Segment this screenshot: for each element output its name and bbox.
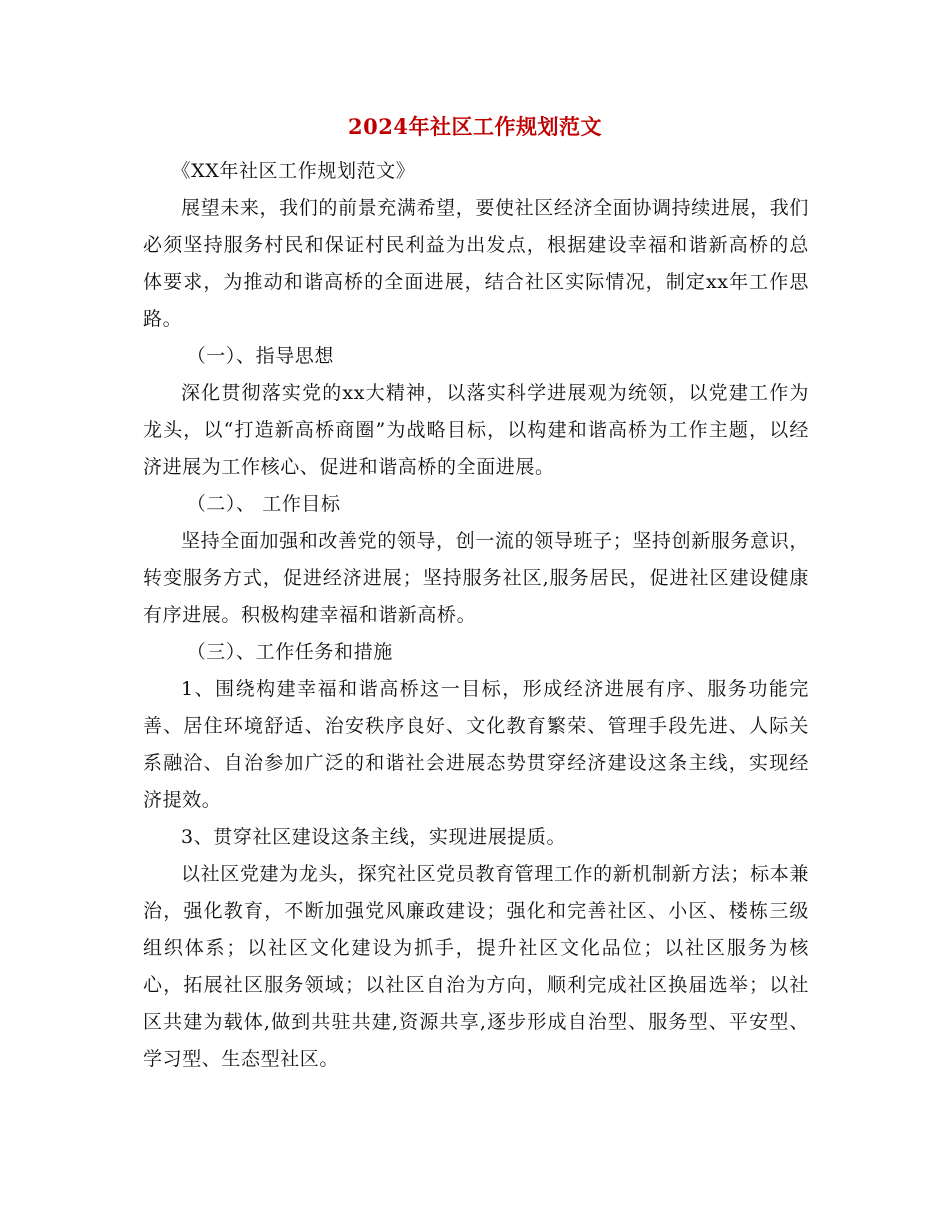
paragraph-task-1: 1、围绕构建幸福和谐高桥这一目标，形成经济进展有序、服务功能完善、居住环境舒适、治安秩序良好、文化教育繁荣、管理手段先进、人际关系融洽、自治参加广泛的和谐社会进展态势贯穿经济建设这条主线，实现经济提效。 — [143, 678, 809, 811]
paragraph-task-3: 3、贯穿社区建设这条主线，实现进展提质。 — [181, 826, 567, 848]
paragraph-community-building: 以社区党建为龙头，探究社区党员教育管理工作的新机制新方法；标本兼治，强化教育，不断加强党风廉政建设；强化和完善社区、小区、楼栋三级组织体系；以社区文化建设为抓手，提升社区文化品位；以社区服务为核心，拓展社区服务领域；以社区自治为方向，顺利完成社区换届选举；以社区共建为载体,做到共驻共建,资源共享,逐步形成自治型、服务型、平安型、学习型、生态型社区。 — [143, 863, 809, 1070]
paragraph-doc-name: 《XX年社区工作规划范文》 — [171, 160, 416, 182]
document-title: 2024年社区工作规划范文 — [348, 114, 602, 139]
paragraph-guiding-thought: 深化贯彻落实党的xx大精神，以落实科学进展观为统领，以党建工作为龙头，以“打造新高桥商圈”为战略目标，以构建和谐高桥为工作主题，以经济进展为工作核心、促进和谐高桥的全面进展。 — [143, 382, 809, 478]
heading-tasks-measures: （三）、工作任务和措施 — [186, 641, 393, 663]
paragraph-outlook: 展望未来，我们的前景充满希望，要使社区经济全面协调持续进展，我们必须坚持服务村民和保证村民利益为出发点，根据建设幸福和谐新高桥的总体要求，为推动和谐高桥的全面进展，结合社区实际情况，制定xx年工作思路。 — [143, 197, 809, 330]
heading-guiding-thought: （一）、指导思想 — [186, 345, 334, 367]
document-body — [143, 153, 809, 1078]
heading-work-goals: （二）、 工作目标 — [186, 493, 341, 515]
paragraph-work-goals: 坚持全面加强和改善党的领导，创一流的领导班子；坚持创新服务意识，转变服务方式，促进经济进展；坚持服务社区,服务居民，促进社区建设健康有序进展。积极构建幸福和谐新高桥。 — [143, 530, 809, 626]
